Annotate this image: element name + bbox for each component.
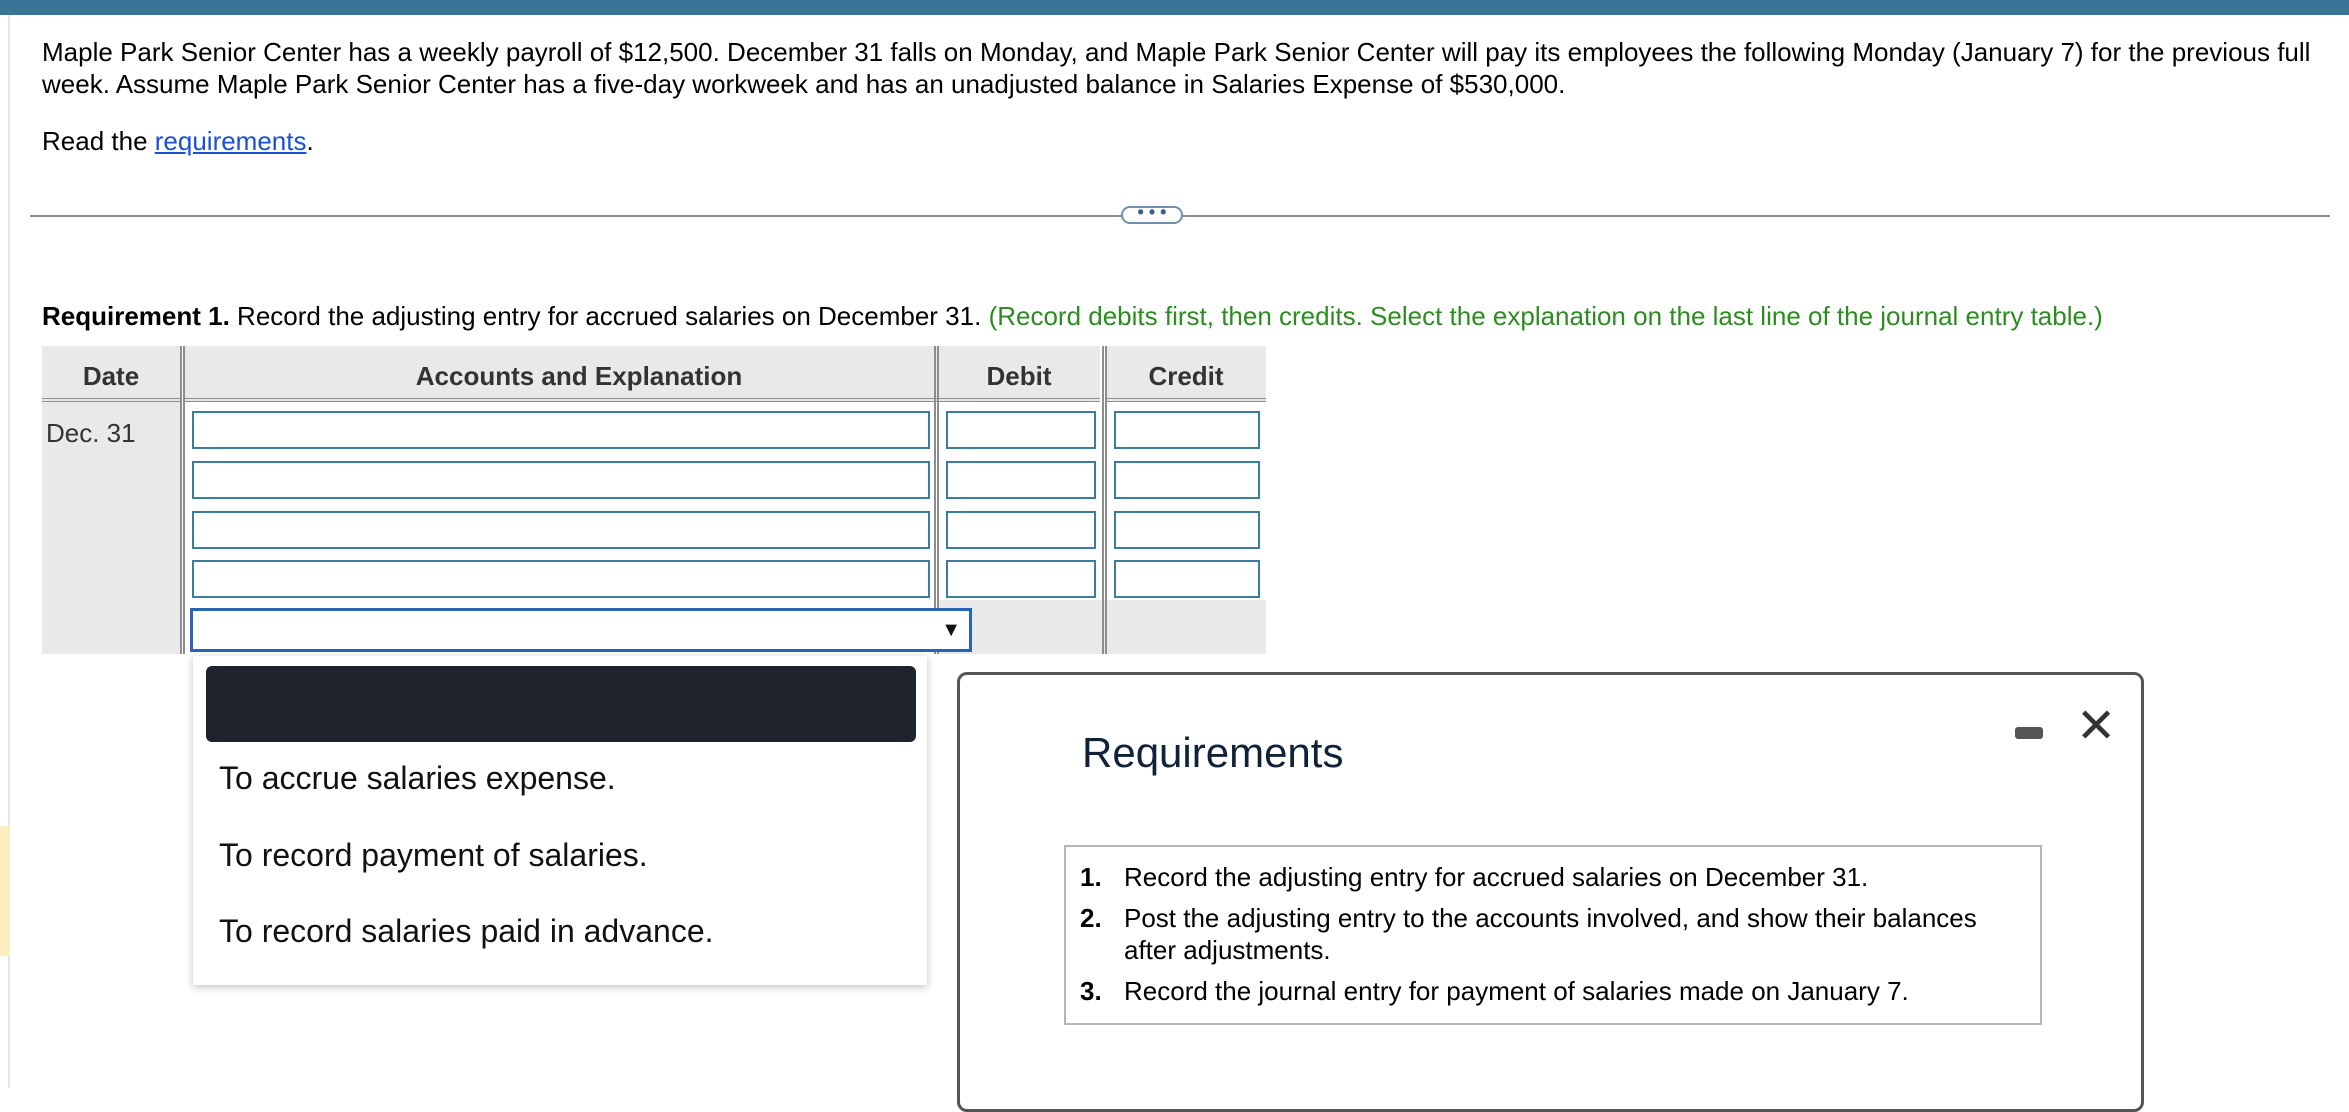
dropdown-option[interactable]: To record salaries paid in advance. xyxy=(219,913,714,949)
credit-input-row-2[interactable] xyxy=(1114,461,1260,499)
dropdown-option-blank-highlighted[interactable] xyxy=(206,666,916,742)
debit-input-row-1[interactable] xyxy=(946,411,1096,449)
read-prefix: Read the xyxy=(42,126,155,156)
requirement-text: Record the adjusting entry for accrued salaries on December 31. xyxy=(229,301,989,331)
modal-title: Requirements xyxy=(1082,729,1344,776)
journal-entry-table xyxy=(42,346,1266,654)
explanation-select[interactable] xyxy=(190,608,972,652)
account-input-row-2[interactable] xyxy=(192,461,930,499)
read-requirements-line xyxy=(42,126,314,157)
credit-input-row-4[interactable] xyxy=(1114,560,1260,598)
side-tab[interactable] xyxy=(0,826,10,956)
requirement-hint: (Record debits first, then credits. Select the explanation on the last line of the journal entry table.) xyxy=(988,301,2103,331)
close-icon[interactable]: ✕ xyxy=(2076,700,2117,753)
credit-header: Credit xyxy=(1106,346,1266,402)
explanation-dropdown-menu xyxy=(193,656,927,985)
dropdown-option[interactable]: To record payment of salaries. xyxy=(219,837,648,873)
requirement-number: 2. xyxy=(1080,903,1102,933)
debit-input-row-3[interactable] xyxy=(946,511,1096,549)
read-suffix: . xyxy=(306,126,314,156)
date-value: Dec. 31 xyxy=(46,418,136,448)
dropdown-option[interactable]: To accrue salaries expense. xyxy=(219,760,616,796)
date-cell xyxy=(42,402,180,654)
debit-input-row-2[interactable] xyxy=(946,461,1096,499)
account-input-row-3[interactable] xyxy=(192,511,930,549)
requirement-number: 3. xyxy=(1080,976,1102,1006)
requirement-item-text: Record the journal entry for payment of salaries made on January 7. xyxy=(1124,976,1909,1006)
top-bar xyxy=(0,0,2349,15)
account-input-row-4[interactable] xyxy=(192,560,930,598)
requirement-number: 1. xyxy=(1080,862,1102,892)
requirement-1-heading xyxy=(42,301,2103,332)
column-separator xyxy=(1102,346,1107,654)
problem-statement: Maple Park Senior Center has a weekly payroll of $12,500. December 31 falls on Monday, and Maple Park Senior Center will pay its employees the following Monday (January 7) for the previous full week. Assume Maple Park Senior Center has a five-day workweek and has an unadjusted balance in Salaries Expense of $530,000. xyxy=(42,37,2311,99)
credit-input-row-1[interactable] xyxy=(1114,411,1260,449)
account-input-row-1[interactable] xyxy=(192,411,930,449)
requirements-modal xyxy=(957,672,2144,1112)
date-header: Date xyxy=(42,346,180,402)
requirements-link[interactable]: requirements xyxy=(154,126,307,156)
expand-ellipsis-button[interactable]: • • • xyxy=(1121,206,1183,224)
dropdown-arrow-icon: ▼ xyxy=(941,619,961,641)
debit-header: Debit xyxy=(938,346,1100,402)
requirement-label: Requirement 1. xyxy=(42,301,230,331)
column-separator xyxy=(180,346,185,654)
requirement-item-text: Post the adjusting entry to the accounts involved, and show their balances after adjustments. xyxy=(1124,903,1977,965)
accounts-header: Accounts and Explanation xyxy=(184,346,974,402)
requirement-item-text: Record the adjusting entry for accrued salaries on December 31. xyxy=(1124,862,1869,892)
debit-input-row-4[interactable] xyxy=(946,560,1096,598)
credit-input-row-3[interactable] xyxy=(1114,511,1260,549)
minimize-icon[interactable] xyxy=(2015,727,2043,739)
requirements-list xyxy=(1064,845,2042,1025)
